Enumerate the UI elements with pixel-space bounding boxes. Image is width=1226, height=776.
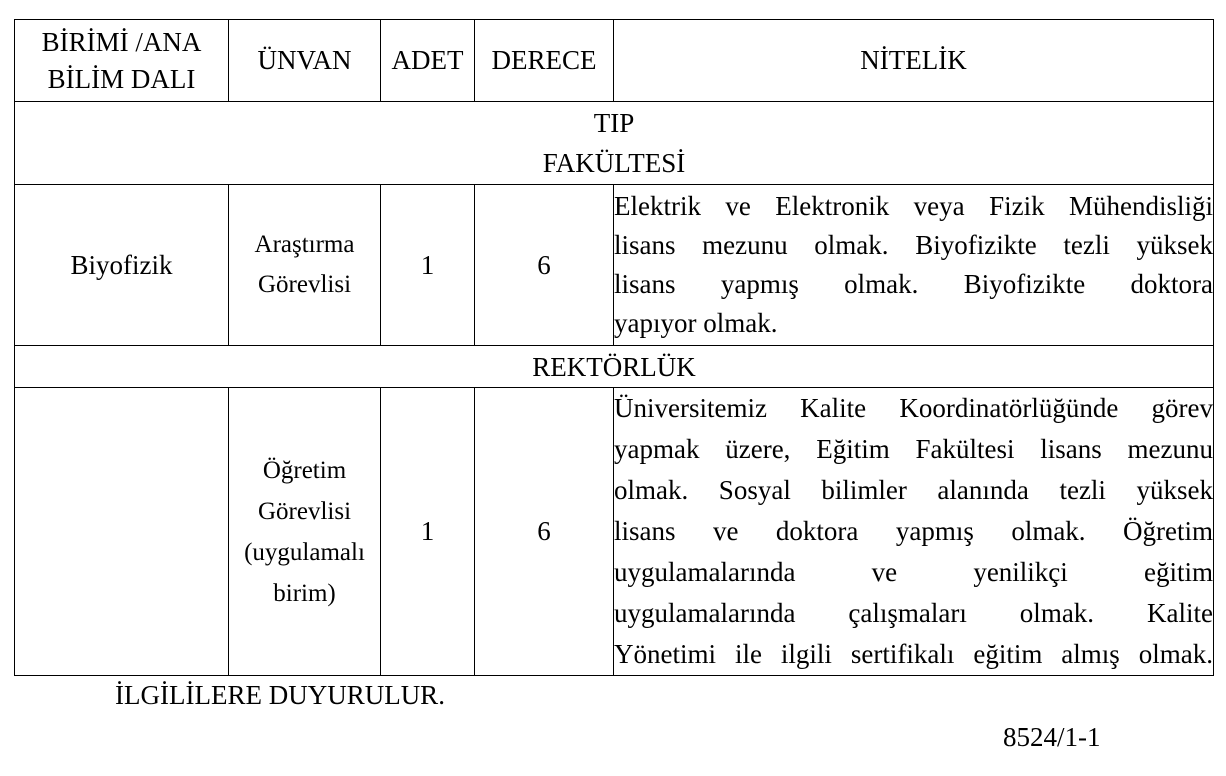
qualification-line: olmak. Sosyal bilimler alanında tezli yüksek bbox=[614, 475, 1213, 505]
qualification-line: uygulamalarında ve yenilikçi eğitim bbox=[614, 557, 1213, 587]
qualification-line: Yönetimi ile ilgili sertifikalı eğitim almış olmak. bbox=[614, 639, 1213, 669]
announcement-text: İLGİLİLERE DUYURULUR. bbox=[115, 680, 445, 710]
header-degree: DERECE bbox=[475, 20, 614, 102]
header-title: ÜNVAN bbox=[229, 20, 381, 102]
section-row-tip bbox=[15, 102, 1214, 185]
header-count: ADET bbox=[381, 20, 475, 102]
qualification-line: Elektrik ve Elektronik veya Fizik Mühendisliği bbox=[614, 191, 1213, 221]
section-label-tip-line1: TIP bbox=[593, 108, 635, 138]
header-row bbox=[15, 20, 1214, 102]
cell-qualification bbox=[614, 388, 1214, 676]
header-unit-line1: BİRİMİ /ANA bbox=[41, 26, 202, 57]
header-unit-line2: BİLİM DALI bbox=[47, 63, 196, 94]
section-label-tip bbox=[15, 102, 1214, 185]
positions-table bbox=[14, 19, 1214, 676]
cell-title-line3: (uygulamalı bbox=[244, 538, 365, 566]
cell-degree: 6 bbox=[475, 185, 614, 346]
section-row-rektorluk bbox=[15, 346, 1214, 388]
header-unit bbox=[15, 20, 229, 102]
cell-unit bbox=[15, 388, 229, 676]
cell-title bbox=[229, 388, 381, 676]
reference-code: 8524/1-1 bbox=[1003, 722, 1101, 752]
qualification-line: yapmak üzere, Eğitim Fakültesi lisans mezunu bbox=[614, 434, 1213, 464]
table-row bbox=[15, 185, 1214, 346]
cell-count: 1 bbox=[381, 185, 475, 346]
header-qualification: NİTELİK bbox=[614, 20, 1214, 102]
cell-title-line1: Araştırma bbox=[254, 231, 355, 258]
qualification-line: lisans ve doktora yapmış olmak. Öğretim bbox=[614, 516, 1213, 546]
cell-title-line2: Görevlisi bbox=[257, 497, 352, 525]
cell-title-line4: birim) bbox=[273, 579, 336, 607]
qualification-line: lisans yapmış olmak. Biyofizikte doktora bbox=[614, 269, 1213, 299]
qualification-line: Üniversitemiz Kalite Koordinatörlüğünde görev bbox=[614, 393, 1213, 423]
qualification-line: uygulamalarında çalışmaları olmak. Kalite bbox=[614, 598, 1213, 628]
table-row bbox=[15, 388, 1214, 676]
qualification-line: lisans mezunu olmak. Biyofizikte tezli yüksek bbox=[614, 230, 1213, 260]
section-label-rektorluk: REKTÖRLÜK bbox=[15, 346, 1214, 388]
cell-title-line1: Öğretim bbox=[262, 456, 347, 484]
cell-degree: 6 bbox=[475, 388, 614, 676]
cell-count: 1 bbox=[381, 388, 475, 676]
cell-title-line2: Görevlisi bbox=[257, 271, 352, 298]
cell-unit: Biyofizik bbox=[15, 185, 229, 346]
qualification-line: yapıyor olmak. bbox=[614, 308, 778, 338]
section-label-tip-line2: FAKÜLTESİ bbox=[542, 148, 686, 178]
cell-title bbox=[229, 185, 381, 346]
cell-qualification bbox=[614, 185, 1214, 346]
